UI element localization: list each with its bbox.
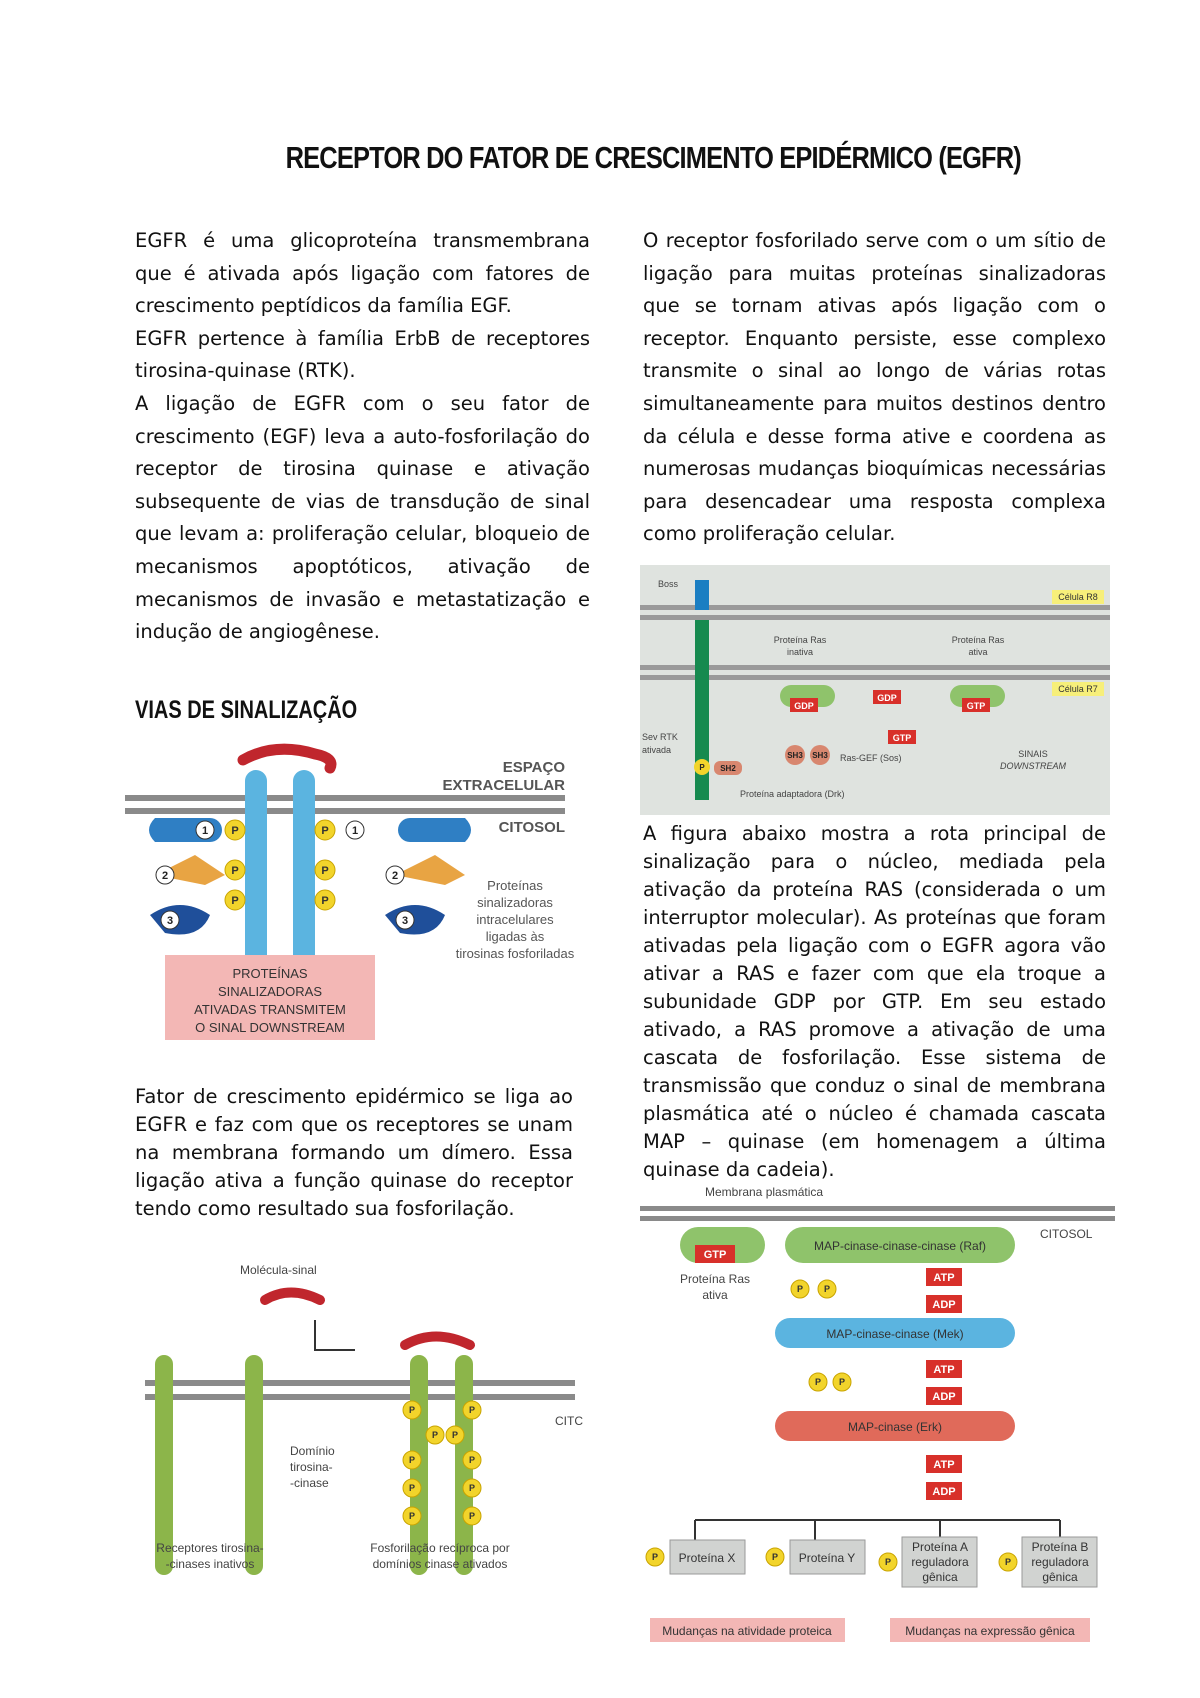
target-protein-label: reguladora (1031, 1555, 1089, 1569)
raf-label: MAP-cinase-cinase-cinase (Raf) (813, 1239, 987, 1253)
membrane-label: Membrana plasmática (705, 1185, 824, 1199)
ras-inactive-label: Proteína Ras (773, 635, 827, 645)
atp-label: ATP (933, 1364, 955, 1376)
egfr-signaling-proteins-figure (125, 740, 585, 1050)
signal-molecule-label: Molécula-sinal (240, 1263, 317, 1277)
target-protein-label: Proteína A (911, 1540, 969, 1554)
erk-label: MAP-cinase (Erk) (847, 1420, 943, 1434)
phosphate-label: P (408, 1455, 416, 1465)
phosphate-label: P (771, 1552, 779, 1562)
domain-label: Domínio (290, 1444, 335, 1458)
ras-label: ativa (702, 1288, 728, 1302)
phosphate-label: P (468, 1455, 476, 1465)
ras-paragraph: A figura abaixo mostra a rota principal de sinalização para o núcleo, mediada pela ativação da proteína RAS (considerada o um interruptor molecular). As proteínas que foram ativadas pela ligação com o EGFR agora vão ativar a RAS e fazer com que ela troque a subunidade GDP por GTP. Em seu estado ativado, a RAS promove a ativação de uma cascata de fosforilação. Esse sistema de transmissão que conduz o sinal de membrana plasmática até o núcleo é chamada cascata MAP – quinase (em homenagem a última quinase da cadeia). (643, 822, 1106, 1181)
map-kinase-cascade-figure (640, 1180, 1115, 1660)
target-protein-label: Proteína Y (798, 1551, 856, 1565)
phosphate-label: P (651, 1552, 659, 1562)
phosphate-label: P (699, 763, 705, 772)
left-intro (135, 225, 590, 649)
phosphate-label: P (823, 1284, 831, 1294)
proteins-label: sinalizadoras (477, 895, 553, 910)
ras-text (643, 820, 1106, 1184)
extracellular-label: EXTRACELULAR (442, 777, 565, 794)
cell-r7-label: Célula R7 (1058, 684, 1098, 694)
cytosol-cut-label: CITC (555, 1414, 583, 1428)
cytosol-label: CITOSOL (1040, 1227, 1093, 1241)
target-protein-label: Proteína B (1031, 1540, 1089, 1554)
phosphate-label: P (408, 1511, 416, 1521)
sh2-label: SH2 (720, 764, 736, 773)
proteins-label: Proteínas (487, 878, 543, 893)
page-title: RECEPTOR DO FATOR DE CRESCIMENTO EPIDÉRMICO (EGFR) (285, 140, 1021, 175)
ras-active-label: Proteína Ras (951, 635, 1005, 645)
atp-label: ATP (933, 1459, 955, 1471)
gdp-label: GDP (877, 693, 897, 703)
sh3-label: SH3 (812, 751, 828, 760)
sh3-label: SH3 (787, 751, 803, 760)
adapter-label: Proteína adaptadora (Drk) (740, 789, 845, 799)
protein-number: 3 (166, 915, 174, 927)
phosphate-label: P (231, 895, 239, 907)
gtp-label: GTP (966, 701, 986, 711)
phosphate-label: P (408, 1483, 416, 1493)
adp-label: ADP (932, 1299, 956, 1311)
domain-label: -cinase (290, 1476, 329, 1490)
receptor-dimerization-figure (140, 1260, 583, 1600)
gtp-label: GTP (703, 1249, 727, 1261)
mek-label: MAP-cinase-cinase (Mek) (826, 1327, 964, 1341)
ras-active-label: ativa (968, 647, 988, 657)
protein-changes-label: Mudanças na atividade proteica (662, 1624, 832, 1638)
dimer-text (135, 1083, 573, 1223)
adp-label: ADP (932, 1391, 956, 1403)
protein-number: 1 (201, 825, 209, 837)
intro-paragraph: EGFR pertence à família ErbB de receptores tirosina-quinase (RTK). (135, 326, 590, 383)
phosphate-label: P (838, 1377, 846, 1387)
target-protein-label: Proteína X (678, 1551, 736, 1565)
phosphate-label: P (431, 1430, 439, 1440)
phosphate-label: P (468, 1405, 476, 1415)
target-protein-label: reguladora (911, 1555, 969, 1569)
ras-inactive-label: inativa (786, 647, 814, 657)
ligand-shape (243, 749, 331, 768)
phosphate-label: P (321, 865, 329, 877)
downstream-box-text: O SINAL DOWNSTREAM (195, 1020, 345, 1035)
phosphate-label: P (451, 1430, 459, 1440)
phosphate-label: P (814, 1377, 822, 1387)
sev-label: ativada (642, 745, 672, 755)
cell-r8-label: Célula R8 (1058, 592, 1098, 602)
ras-activation-figure (640, 565, 1110, 815)
sev-label: Sev RTK (642, 732, 678, 742)
intro-paragraph: O receptor fosforilado serve com o um sítio de ligação para muitas proteínas sinalizadoras que se tornam ativas após ligação com o receptor. Enquanto persiste, esse complexo transmite o sinal ao longo de várias rotas simultaneamente para muitos destinos dentro da célula e desse forma ative e coordena as numerosas mudanças bioquímicas necessárias para desencadear uma resposta complexa como proliferação celular. (643, 229, 1106, 546)
downstream-box-text: SINALIZADORAS (217, 984, 323, 999)
signals-label: SINAIS (1018, 749, 1048, 759)
phosphate-label: P (321, 895, 329, 907)
protein-number: 1 (351, 825, 359, 837)
signals-label: DOWNSTREAM (1000, 761, 1066, 771)
phosphate-label: P (231, 865, 239, 877)
ras-gef-label: Ras-GEF (Sos) (840, 753, 902, 763)
dimer-paragraph: Fator de crescimento epidérmico se liga ao EGFR e faz com que os receptores se unam na membrana formando um dímero. Essa ligação ativa a função quinase do receptor tendo como resultado sua fosforilação. (135, 1085, 573, 1220)
gdp-label: GDP (794, 701, 814, 711)
phosphate-label: P (321, 825, 329, 837)
intro-paragraph: EGFR é uma glicoproteína transmembrana que é ativada após ligação com fatores de crescimento peptídicos da família EGF. (135, 229, 590, 318)
protein-number: 2 (391, 870, 399, 882)
intro-paragraph: A ligação de EGFR com o seu fator de crescimento (EGF) leva a auto-fosforilação do receptor de tirosina quinase e ativação subsequente de vias de transdução de sinal que levam a: proliferação celular, bloqueio de mecanismos apoptóticos, ativação de mecanismos de invasão e metastatização e indução de angiogênese. (135, 391, 590, 644)
extracellular-label: ESPAÇO (502, 759, 565, 776)
inactive-label: Receptores tirosina- (156, 1541, 264, 1555)
phosphate-label: P (468, 1483, 476, 1493)
phosphate-label: P (231, 825, 239, 837)
ras-label: Proteína Ras (679, 1272, 751, 1286)
downstream-box-text: ATIVADAS TRANSMITEM (194, 1002, 346, 1017)
phosphate-label: P (884, 1557, 892, 1567)
proteins-label: ligadas às (485, 929, 545, 944)
phosphate-label: P (1004, 1557, 1012, 1567)
cytosol-label: CITOSOL (498, 819, 565, 836)
domain-label: tirosina- (290, 1460, 333, 1474)
phosphate-label: P (796, 1284, 804, 1294)
adp-label: ADP (932, 1486, 956, 1498)
boss-label: Boss (658, 579, 679, 589)
reciprocal-label: domínios cinase ativados (372, 1557, 508, 1571)
section-heading: VIAS DE SINALIZAÇÃO (135, 696, 358, 724)
gtp-label: GTP (892, 733, 912, 743)
proteins-label: intracelulares (476, 912, 554, 927)
right-intro (643, 225, 1106, 551)
target-protein-label: gênica (1042, 1570, 1078, 1584)
downstream-box-text: PROTEÍNAS (232, 966, 308, 981)
protein-number: 2 (161, 870, 169, 882)
target-protein-label: gênica (922, 1570, 958, 1584)
phosphate-label: P (468, 1511, 476, 1521)
inactive-label: -cinases inativos (165, 1557, 255, 1571)
reciprocal-label: Fosforilação recíproca por (370, 1541, 510, 1555)
atp-label: ATP (933, 1272, 955, 1284)
gene-changes-label: Mudanças na expressão gênica (905, 1624, 1075, 1638)
phosphate-label: P (408, 1405, 416, 1415)
proteins-label: tirosinas fosforiladas (455, 946, 575, 961)
protein-number: 3 (401, 915, 409, 927)
